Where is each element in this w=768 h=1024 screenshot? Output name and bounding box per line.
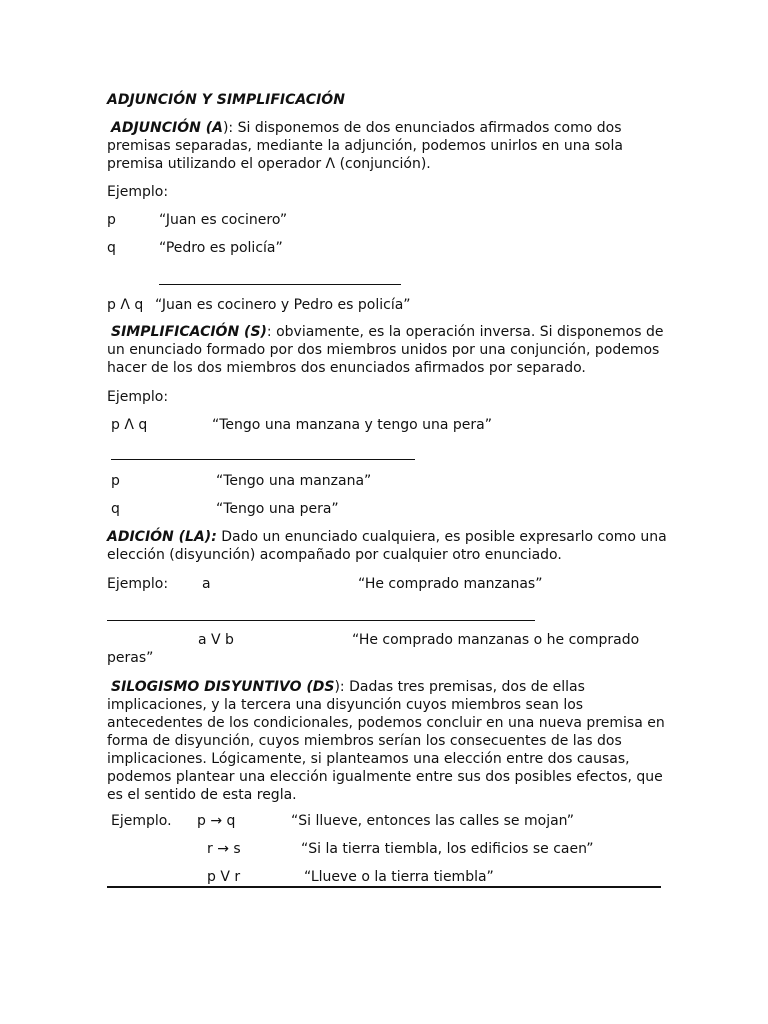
silogismo-row-text: “Si la tierra tiembla, los edificios se caen”	[301, 841, 594, 857]
adicion-paragraph	[107, 528, 667, 564]
silogismo-paragraph	[107, 678, 667, 804]
simplificacion-row-sym: p	[111, 473, 120, 489]
simplificacion-premise-sym: p Λ q	[111, 417, 148, 433]
adicion-premise-sym: a	[202, 576, 211, 592]
simplificacion-divider	[111, 459, 415, 460]
adicion-result-text-line1: “He comprado manzanas o he comprado	[352, 632, 640, 648]
adjuncion-heading: ADJUNCIÓN (A	[111, 120, 223, 136]
adjuncion-text: ): Si disponemos de dos enunciados afirmados como dos premisas separadas, mediante la adjunción, podemos unirlos en una sola premisa utilizando el operador Λ (conjunción).	[107, 120, 623, 172]
silogismo-text: ): Dadas tres premisas, dos de ellas implicaciones, y la tercera una disyunción cuyos miembros sean los antecedentes de los condicionales, podemos concluir en una nueva premisa en forma de disyunción, cuyos miembros serían los consecuentes de las dos implicaciones. Lógicamente, si planteamos una elección entre dos causas, podemos plantear una elección igualmente entre sus dos posibles efectos, que es el sentido de esta regla.	[107, 679, 665, 803]
adicion-divider	[107, 620, 535, 621]
adjuncion-row-text: “Pedro es policía”	[159, 240, 283, 256]
simplificacion-paragraph	[107, 323, 667, 377]
silogismo-row-sym: r → s	[207, 841, 241, 857]
adicion-result-text-line2: peras”	[107, 650, 154, 666]
adjuncion-row-text: “Juan es cocinero”	[159, 212, 288, 228]
adicion-premise-text: “He comprado manzanas”	[358, 576, 543, 592]
silogismo-heading: SILOGISMO DISYUNTIVO (DS	[111, 679, 335, 695]
simplificacion-text: : obviamente, es la operación inversa. Si disponemos de un enunciado formado por dos miembros unidos por una conjunción, podemos hacer de los dos miembros dos enunciados afirmados por separado.	[107, 324, 664, 376]
silogismo-example-label: Ejemplo.	[111, 813, 172, 829]
simplificacion-row-text: “Tengo una pera”	[216, 501, 339, 517]
simplificacion-example-label: Ejemplo:	[107, 389, 169, 405]
silogismo-row-sym: p → q	[197, 813, 236, 829]
simplificacion-premise-text: “Tengo una manzana y tengo una pera”	[212, 417, 492, 433]
simplificacion-row-sym: q	[111, 501, 120, 517]
adicion-text: Dado un enunciado cualquiera, es posible expresarlo como una elección (disyunción) acompañado por cualquier otro enunciado.	[107, 529, 667, 563]
silogismo-row-text: “Si llueve, entonces las calles se mojan”	[291, 813, 575, 829]
simplificacion-row-text: “Tengo una manzana”	[216, 473, 372, 489]
adicion-example-label: Ejemplo:	[107, 576, 169, 592]
adicion-heading: ADICIÓN (LA):	[107, 529, 217, 545]
bottom-rule	[107, 886, 661, 888]
adjuncion-result-sym: p Λ q	[107, 297, 144, 313]
adjuncion-example-label: Ejemplo:	[107, 184, 169, 200]
adjuncion-paragraph	[107, 119, 667, 173]
silogismo-row-sym: p V r	[207, 869, 241, 885]
adjuncion-result-text: “Juan es cocinero y Pedro es policía”	[155, 297, 411, 313]
adjuncion-row-sym: p	[107, 212, 116, 228]
page-title: ADJUNCIÓN Y SIMPLIFICACIÓN	[107, 92, 345, 108]
adicion-result-sym: a V b	[198, 632, 234, 648]
adjuncion-row-sym: q	[107, 240, 116, 256]
adjuncion-divider	[159, 284, 401, 285]
simplificacion-heading: SIMPLIFICACIÓN (S)	[111, 324, 267, 340]
silogismo-row-text: “Llueve o la tierra tiembla”	[304, 869, 494, 885]
